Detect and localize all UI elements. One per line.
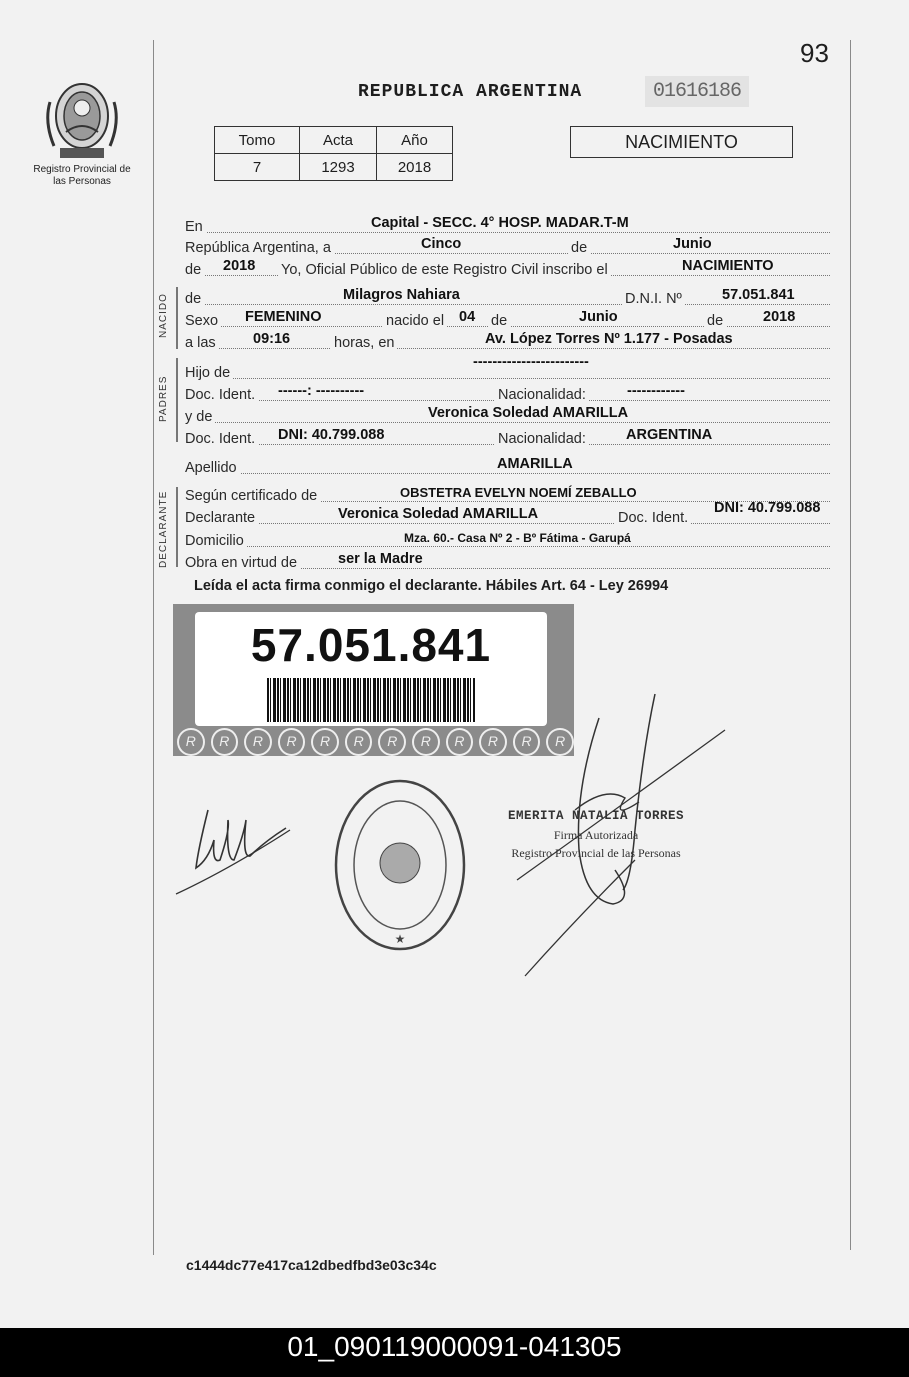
row-time: a las 09:16 horas, en Av. López Torres Nº 1.177 - Posadas — [185, 330, 830, 352]
row-declarant: Declarante Veronica Soledad AMARILLA Doc. Ident. DNI: 40.799.088 — [185, 505, 830, 527]
declarant-doc-value: DNI: 40.799.088 — [714, 500, 821, 516]
header-anio: Año — [377, 127, 453, 154]
registry-label: Registro Provincial de las Personas — [33, 164, 131, 187]
official-role: Firma Autorizada — [553, 828, 639, 842]
row-acting-as: Obra en virtud de ser la Madre — [185, 550, 830, 572]
serial-number: 01616186 — [645, 76, 749, 107]
sticker-pattern: R R R R R R R R R R R R — [173, 728, 574, 754]
father-value: ------------------------ — [473, 354, 589, 370]
birth-month-value: Junio — [579, 309, 618, 325]
header-tomo: Tomo — [215, 127, 300, 154]
official-office: Registro Provincial de las Personas — [511, 846, 681, 860]
declarante-bracket — [176, 487, 178, 567]
page-title: REPUBLICA ARGENTINA — [358, 82, 583, 102]
name-value: Milagros Nahiara — [343, 287, 460, 303]
dni-value: 57.051.841 — [722, 287, 795, 303]
row-mother: y de Veronica Soledad AMARILLA — [185, 404, 830, 426]
year-value: 2018 — [223, 258, 256, 274]
official-signature — [515, 690, 730, 980]
father-doc-value: ------: ---------- — [278, 383, 365, 399]
document-hash: c1444dc77e417ca12dbedfbd3e03c34c — [186, 1257, 437, 1273]
page-number: 93 — [800, 38, 829, 68]
file-id-bar — [0, 1328, 909, 1377]
section-declarante: DECLARANTE — [158, 490, 169, 568]
time-value: 09:16 — [253, 331, 291, 347]
declarant-signature — [168, 790, 298, 900]
row-name: de Milagros Nahiara D.N.I. Nº 57.051.841 — [185, 286, 830, 308]
row-sex: Sexo FEMENINO nacido el 04 de Junio de 2018 — [185, 308, 830, 330]
sticker-number: 57.051.841 — [250, 619, 492, 671]
birth-place-value: Av. López Torres Nº 1.177 - Posadas — [485, 331, 733, 347]
birth-year-value: 2018 — [763, 309, 796, 325]
surname-value: AMARILLA — [497, 456, 573, 472]
sex-value: FEMENINO — [245, 309, 322, 325]
event-value: NACIMIENTO — [682, 258, 774, 274]
official-name: EMERITA NATALIA TORRES — [507, 809, 685, 823]
row-father-doc: Doc. Ident. ------: ---------- Nacionalidad: ------------ — [185, 382, 830, 404]
mother-doc-value: DNI: 40.799.088 — [278, 427, 385, 443]
value-anio: 2018 — [377, 154, 453, 181]
row-date: República Argentina, a Cinco de Junio — [185, 235, 830, 257]
declarant-value: Veronica Soledad AMARILLA — [338, 506, 539, 522]
barcode — [267, 678, 475, 722]
certificate-value: OBSTETRA EVELYN NOEMÍ ZEBALLO — [400, 485, 637, 500]
month-text: Junio — [673, 236, 712, 252]
section-padres: PADRES — [158, 375, 169, 422]
acting-as-value: ser la Madre — [338, 551, 423, 567]
value-acta: 1293 — [300, 154, 377, 181]
value-tomo: 7 — [215, 154, 300, 181]
right-margin-line — [850, 40, 851, 1250]
mother-nationality: ARGENTINA — [626, 427, 713, 443]
day-text: Cinco — [421, 236, 462, 252]
section-nacido: NACIDO — [158, 293, 169, 338]
father-nationality: ------------ — [627, 383, 685, 399]
row-father: Hijo de ------------------------ — [185, 360, 830, 382]
act-type-box: NACIMIENTO — [570, 126, 793, 158]
nacido-bracket — [176, 287, 178, 349]
row-en: En Capital - SECC. 4° HOSP. MADAR.T-M — [185, 214, 830, 236]
row-year: de 2018 Yo, Oficial Público de este Registro Civil inscribo el NACIMIENTO — [185, 257, 830, 279]
address-value: Mza. 60.- Casa Nº 2 - Bº Fátima - Garupá — [404, 531, 631, 545]
header-acta: Acta — [300, 127, 377, 154]
province-emblem — [40, 72, 124, 162]
legal-footer: Leída el acta firma conmigo el declarante. Hábiles Art. 64 - Ley 26994 — [194, 578, 669, 594]
file-id: 01_090119000091-041305 — [287, 1331, 622, 1362]
row-address: Domicilio Mza. 60.- Casa Nº 2 - Bº Fátima - Garupá — [185, 528, 830, 550]
mother-value: Veronica Soledad AMARILLA — [428, 405, 629, 421]
row-certificate: Según certificado de OBSTETRA EVELYN NOEMÍ ZEBALLO — [185, 483, 830, 505]
row-surname: Apellido AMARILLA — [185, 455, 830, 477]
left-margin-line — [153, 40, 154, 1255]
dni-sticker — [173, 604, 574, 756]
svg-text:★: ★ — [394, 932, 406, 946]
padres-bracket — [176, 358, 178, 442]
birth-day-value: 04 — [459, 309, 476, 325]
place-value: Capital - SECC. 4° HOSP. MADAR.T-M — [371, 215, 629, 231]
registry-seal — [330, 775, 470, 955]
record-table — [214, 126, 453, 181]
row-mother-doc: Doc. Ident. DNI: 40.799.088 Nacionalidad: ARGENTINA — [185, 426, 830, 448]
